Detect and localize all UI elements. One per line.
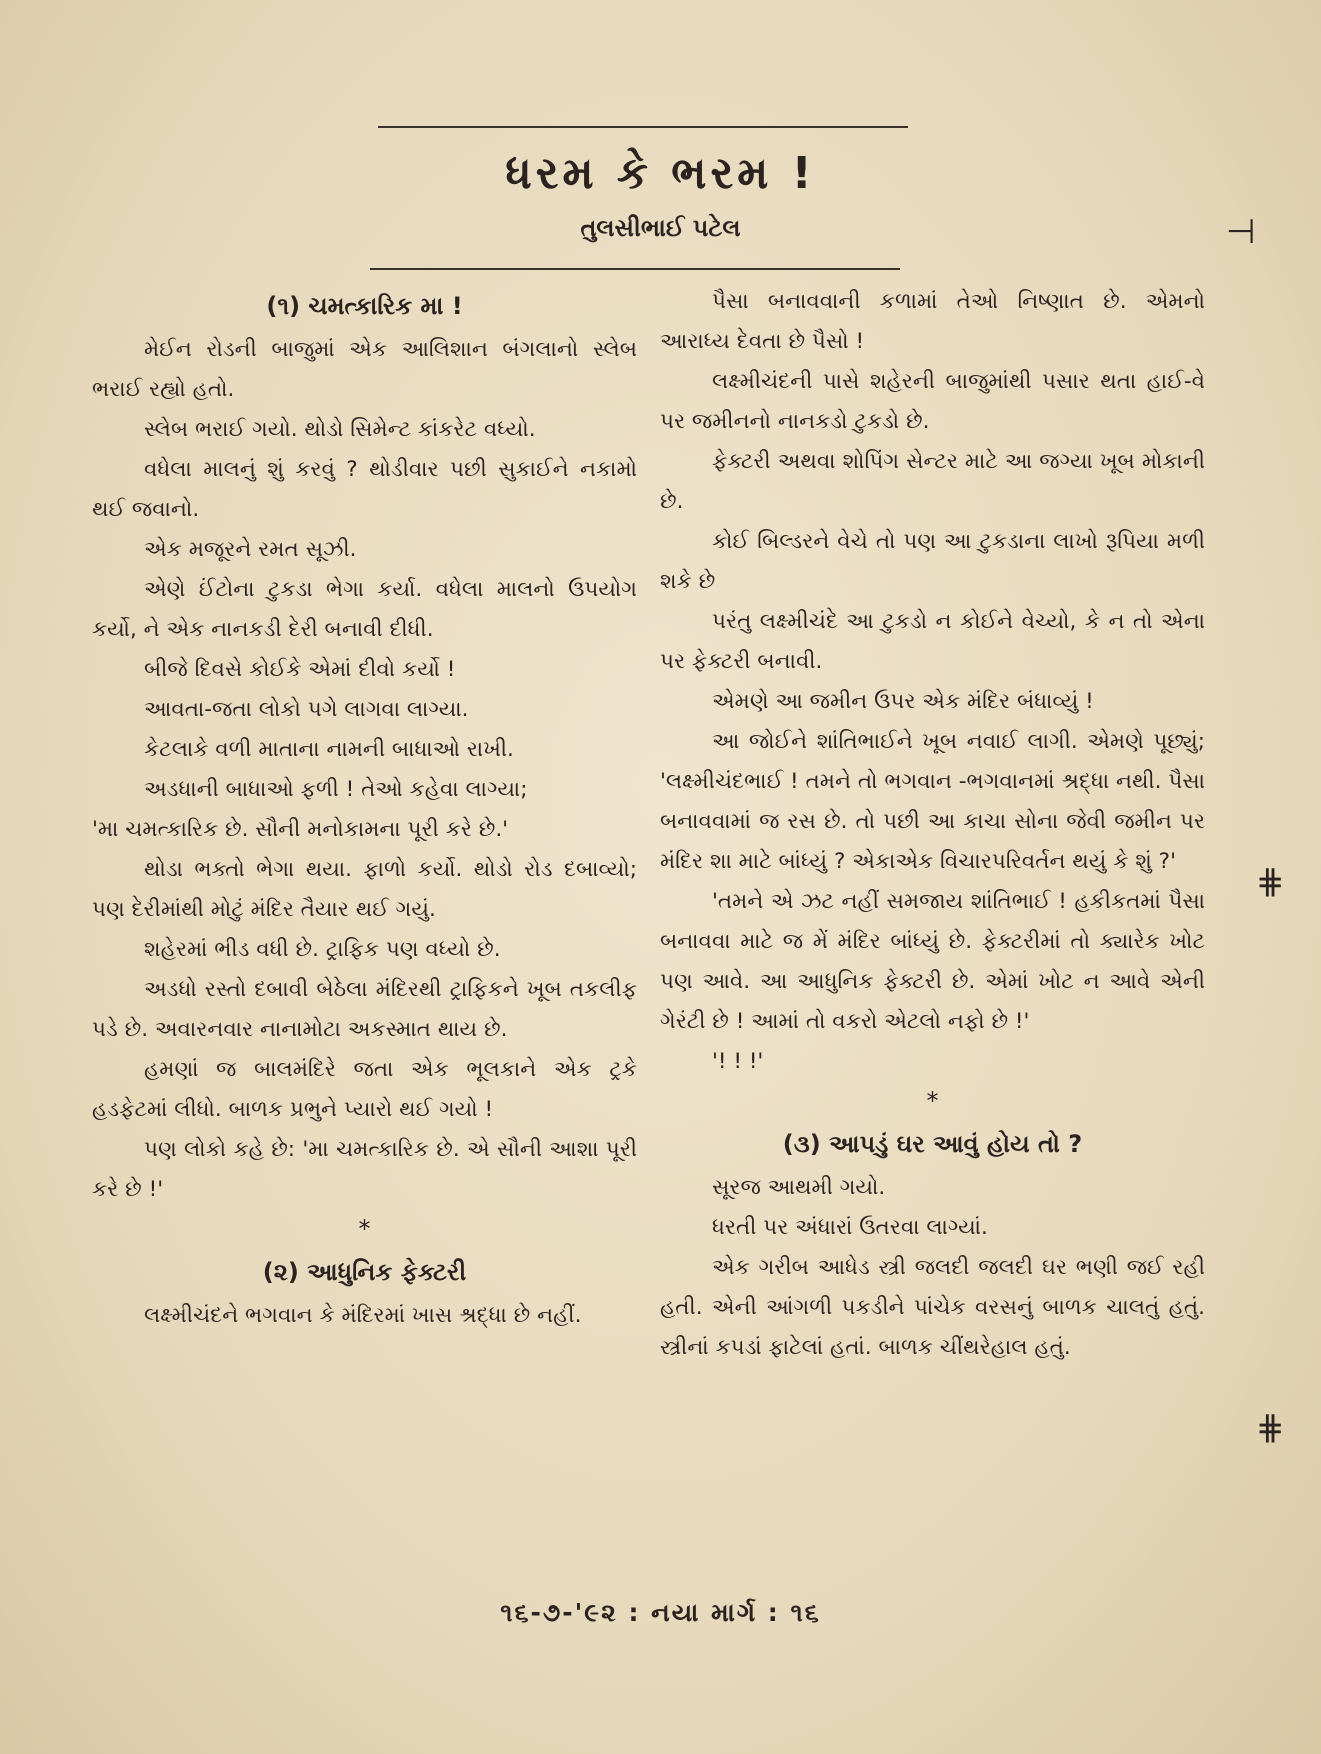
paragraph: '! ! !' [712, 1049, 764, 1074]
binding-hole-mark: ⋕ [1256, 862, 1285, 902]
title-rule [370, 268, 900, 270]
paragraph: આવતા-જતા લોકો પગે લાગવા લાગ્યા. [144, 697, 469, 722]
section-heading: (૨) આધુનિક ફેક્ટરી [262, 1258, 467, 1286]
paragraph: ધરતી પર અંધારાં ઉતરવા લાગ્યાં. [712, 1215, 988, 1240]
paragraph: 'તમને એ ઝટ નહીં સમજાય શાંતિભાઈ ! હકીકતમાં પૈસા બનાવવા માટે જ મેં મંદિર બાંધ્યું છે. ફેક્ટરીમાં તો ક્યારેક ખોટ પણ આવે. આ આધુનિક ફેક્ટરી છે. એમાં ખોટ ન આવે એની ગેરંટી છે ! આમાં તો વકરો એટલો નફો છે !' [660, 889, 1205, 1034]
paragraph: થોડા ભક્તો ભેગા થયા. ફાળો કર્યો. થોડો રોડ દબાવ્યો; પણ દેરીમાંથી મોટું મંદિર તૈયાર થઈ ગયું. [92, 857, 637, 922]
left-column [92, 282, 637, 1336]
binding-hole-mark: ⊣ [1226, 212, 1256, 252]
paragraph: અડધો રસ્તો દબાવી બેઠેલા મંદિરથી ટ્રાફિકને ખૂબ તકલીફ પડે છે. અવારનવાર નાનામોટા અકસ્માત થાય છે. [92, 977, 637, 1042]
paragraph: આ જોઈને શાંતિભાઈને ખૂબ નવાઈ લાગી. એમણે પૂછ્યું; 'લક્ષ્મીચંદભાઈ ! તમને તો ભગવાન -ભગવાનમાં શ્રદ્ધા નથી. પૈસા બનાવવામાં જ રસ છે. તો પછી આ કાચા સોના જેવી જમીન પર મંદિર શા માટે બાંધ્યું ? એકાએક વિચારપરિવર્તન થયું કે શું ?' [660, 729, 1205, 874]
paragraph: એક મજૂરને રમત સૂઝી. [144, 537, 357, 562]
paragraph: વધેલા માલનું શું કરવું ? થોડીવાર પછી સુકાઈને નકામો થઈ જવાનો. [92, 457, 637, 522]
section-heading: (૩) આપડું ઘર આવું હોય તો ? [782, 1130, 1083, 1158]
paragraph: કોઈ બિલ્ડરને વેચે તો પણ આ ટુકડાના લાખો રૂપિયા મળી શકે છે [660, 529, 1205, 594]
paragraph: હમણાં જ બાલમંદિરે જતા એક ભૂલકાને એક ટ્રકે હડફેટમાં લીધો. બાળક પ્રભુને પ્યારો થઈ ગયો ! [92, 1057, 637, 1122]
right-column [660, 282, 1205, 1368]
binding-hole-mark: ⋕ [1256, 1408, 1285, 1448]
paragraph: એણે ઈંટોના ટુકડા ભેગા કર્યા. વધેલા માલનો ઉપયોગ કર્યો, ને એક નાનકડી દેરી બનાવી દીધી. [92, 577, 637, 642]
section-separator: * [926, 1087, 939, 1115]
paragraph: ફેક્ટરી અથવા શોપિંગ સેન્ટર માટે આ જગ્યા ખૂબ મોકાની છે. [660, 449, 1205, 514]
article-title: ધરમ કે ભરમ ! [505, 148, 816, 199]
paragraph: અડધાની બાધાઓ ફળી ! તેઓ કહેવા લાગ્યા; [144, 777, 528, 802]
article-author: તુલસીભાઈ પટેલ [580, 214, 741, 242]
paragraph: 'મા ચમત્કારિક છે. સૌની મનોકામના પૂરી કરે છે.' [92, 817, 509, 842]
paragraph: સ્લેબ ભરાઈ ગયો. થોડો સિમેન્ટ કાંકરેટ વધ્યો. [144, 417, 536, 442]
top-rule [378, 126, 908, 128]
paragraph: એમણે આ જમીન ઉપર એક મંદિર બંધાવ્યું ! [712, 689, 1094, 714]
page-footer: ૧૬-૭-'૯૨ : નયા માર્ગ : ૧૬ [500, 1598, 821, 1627]
paragraph: કેટલાકે વળી માતાના નામની બાધાઓ રાખી. [144, 737, 514, 762]
paragraph: મેઈન રોડની બાજુમાં એક આલિશાન બંગલાનો સ્લેબ ભરાઈ રહ્યો હતો. [92, 337, 637, 402]
paragraph: બીજે દિવસે કોઈકે એમાં દીવો કર્યો ! [144, 657, 456, 682]
section-separator: * [358, 1215, 371, 1243]
paragraph: લક્ષ્મીચંદની પાસે શહેરની બાજુમાંથી પસાર થતા હાઈ-વે પર જમીનનો નાનકડો ટુકડો છે. [660, 369, 1205, 434]
paragraph: પરંતુ લક્ષ્મીચંદે આ ટુકડો ન કોઈને વેચ્યો, કે ન તો એના પર ફેક્ટરી બનાવી. [660, 609, 1205, 674]
paragraph: લક્ષ્મીચંદને ભગવાન કે મંદિરમાં ખાસ શ્રદ્ધા છે નહીં. [144, 1303, 582, 1328]
paragraph: સૂરજ આથમી ગયો. [712, 1175, 886, 1200]
paragraph: પૈસા બનાવવાની કળામાં તેઓ નિષ્ણાત છે. એમનો આરાધ્ય દેવતા છે પૈસો ! [660, 289, 1205, 354]
paragraph: એક ગરીબ આધેડ સ્ત્રી જલદી જલદી ઘર ભણી જઈ રહી હતી. એની આંગળી પકડીને પાંચેક વરસનું બાળક ચાલતું હતું. સ્ત્રીનાં કપડાં ફાટેલાં હતાં. બાળક ચીંથરેહાલ હતું. [660, 1255, 1205, 1360]
paragraph: શહેરમાં ભીડ વધી છે. ટ્રાફિક પણ વધ્યો છે. [144, 937, 501, 962]
section-heading: (૧) ચમત્કારિક મા ! [266, 292, 463, 320]
paragraph: પણ લોકો કહે છે: 'મા ચમત્કારિક છે. એ સૌની આશા પૂરી કરે છે !' [92, 1137, 637, 1202]
